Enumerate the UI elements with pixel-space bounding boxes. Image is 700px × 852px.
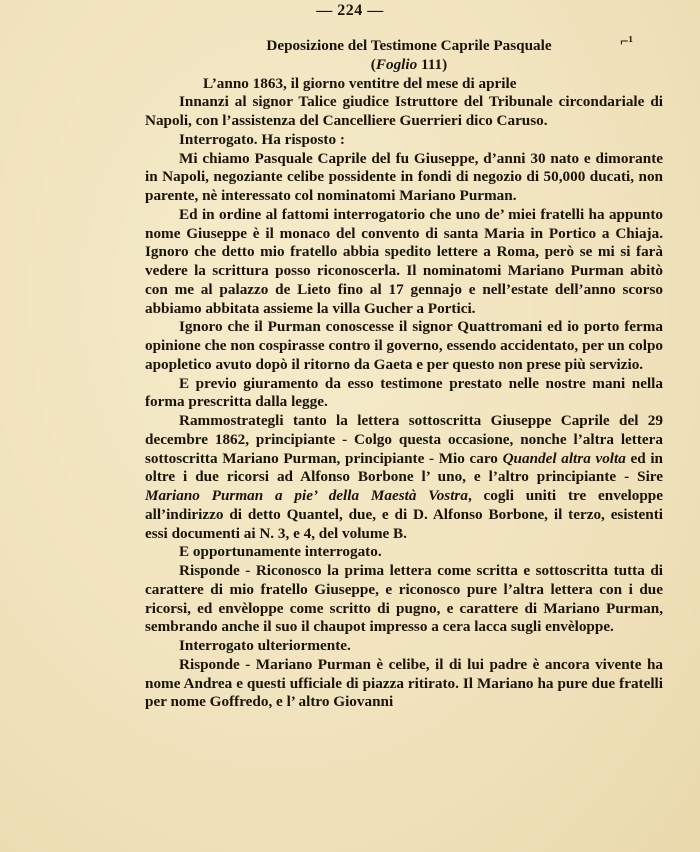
letters-text-e: , cogli uniti tre enveloppe all’indirizzo di detto Quantel, due, e di D. Alfonso Borbone, il terzo, esistenti essi documenti ai N. 3, e 4, del volume B. bbox=[145, 487, 663, 542]
letters-text-a: Rammostrategli tanto la lettera sottoscritta Giuseppe Caprile del 29 decembre 1862, principiante - Colgo questa occasione, nonche l’altra lettera sottoscritta Mariano Purman, principiante - Mio caro bbox=[145, 412, 663, 467]
paragraph-response-2: Risponde - Mariano Purman è celibe, il di lui padre è ancora vivente ha nome Andrea e questi ufficiale di piazza ritirato. Il Mariano ha pure due fratelli per nome Goffredo, e l’ altro Giovanni bbox=[145, 655, 663, 711]
paragraph-interrogated-2: E opportunamente interrogato. bbox=[179, 543, 382, 561]
paragraph-identity: Mi chiamo Pasquale Caprile del fu Giuseppe, d’anni 30 nato e dimorante in Napoli, negoziante celibe possidente in fondi di negozio di 50,000 ducati, non parente, nè interessato col nominatomi Mariano Purman. bbox=[145, 149, 663, 204]
paragraph-brothers: Ed in ordine al fattomi interrogatorio che uno de’ miei fratelli ha appunto nome Giuseppe è il monaco del convento di santa Maria in Portico a Chiaja. Ignoro che detto mio fratello abbia spedito lettere a Roma, però se mi si farà vedere la scrittura posso riconoscerla. Il nominatomi Mariano Purman abitò con me al palazzo de Lieto fino al 17 gennajo e nell’estate dell’anno scorso abbiamo abbitata assieme la villa Gucher a Portici. bbox=[145, 205, 663, 317]
subtitle-italic: Foglio bbox=[375, 55, 418, 73]
letters-text-c: ed in oltre i due ricorsi ad Alfonso Borbone l’ uno, e l’altro principiante - Sire bbox=[145, 449, 664, 486]
document-body bbox=[145, 37, 663, 712]
paragraph-response-1: Risponde - Riconosco la prima lettera come scritta e sottoscritta tutta di carattere di mio fratello Giuseppe, e riconosco pure l’altra lettera con i due ricorsi, ed envèloppe come scritto di pugno, e carattere di Mariano Purman, sembrando anche il suo il chaupot impresso a cera lacca sugli envèloppe. bbox=[145, 562, 663, 636]
subtitle-open: ( bbox=[370, 55, 376, 73]
paragraph-letters bbox=[145, 412, 663, 543]
paragraph-interrogated: Interrogato. Ha risposto : bbox=[179, 130, 345, 148]
document-subtitle bbox=[145, 56, 663, 75]
paragraph-oath: E previo giuramento da esso testimone prestato nelle nostre mani nella forma prescritta dalla legge. bbox=[145, 374, 663, 411]
page-number: — 224 — bbox=[316, 2, 384, 19]
document-title: Deposizione del Testimone Caprile Pasquale bbox=[266, 37, 552, 54]
letters-text-b: Quandel altra volta bbox=[502, 449, 626, 467]
subtitle-rest: 111) bbox=[417, 55, 448, 73]
letters-text-d: Mariano Purman a pie’ della Maestà Vostra bbox=[145, 487, 468, 504]
paragraph-interrogated-3: Interrogato ulteriormente. bbox=[179, 637, 351, 654]
corner-mark: ⌐¹ bbox=[620, 34, 634, 50]
paragraph-date: L’anno 1863, il giorno ventitre del mese di aprile bbox=[203, 74, 517, 92]
paragraph-purman: Ignoro che il Purman conoscesse il signor Quattromani ed io porto ferma opinione che non cospirasse contro il governo, essendo accidentato, per un colpo apopletico avuto dopò il ritorno da Gaeta e per questo non prese più servizio. bbox=[145, 318, 663, 373]
paragraph-court: Innanzi al signor Talice giudice Istruttore del Tribunale circondariale di Napoli, con l’assistenza del Cancelliere Guerrieri dico Caruso. bbox=[145, 93, 663, 129]
